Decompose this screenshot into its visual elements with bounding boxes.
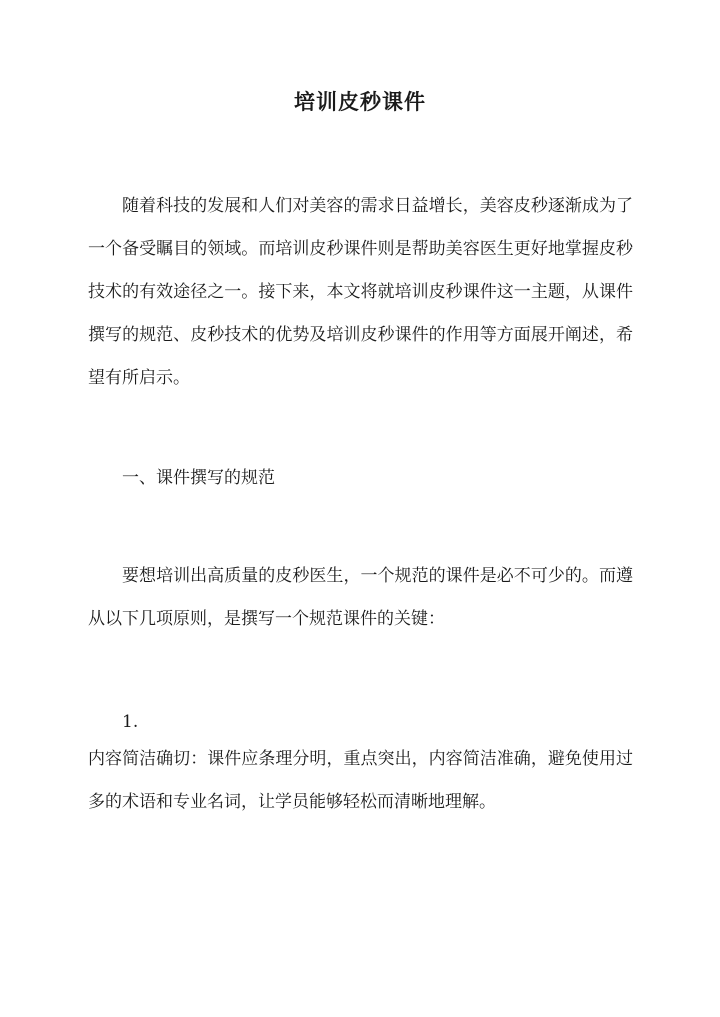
section-heading: 一、课件撰写的规范 [122, 468, 275, 488]
intro-paragraph: 随着科技的发展和人们对美容的需求日益增长，美容皮秒逐渐成为了一个备受瞩目的领域。而培训皮秒课件则是帮助美容医生更好地掌握皮秒技术的有效途径之一。接下来，本文将就培训皮秒课件这一主题，从课件撰写的规范、皮秒技术的优势及培训皮秒课件的作用等方面展开阐述，希望有所启示。 [88, 196, 633, 388]
document-title: 培训皮秒课件 [294, 89, 426, 114]
section-intro-paragraph: 要想培训出高质量的皮秒医生，一个规范的课件是必不可少的。而遵从以下几项原则，是撰写一个规范课件的关键： [88, 566, 633, 629]
list-item-number: 1. [122, 712, 139, 732]
list-item-text: 内容简洁确切：课件应条理分明，重点突出，内容简洁准确，避免使用过多的术语和专业名词，让学员能够轻松而清晰地理解。 [88, 749, 633, 812]
